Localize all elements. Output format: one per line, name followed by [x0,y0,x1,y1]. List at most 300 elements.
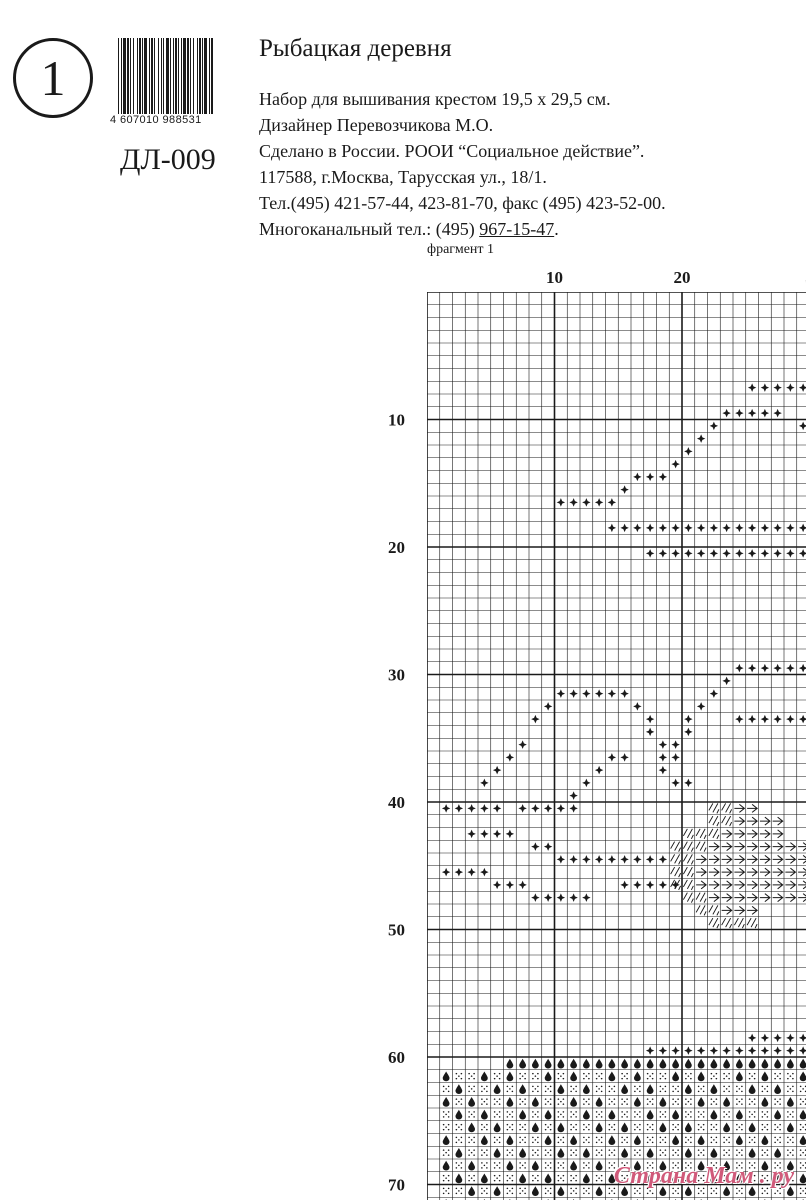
stitch-arr [760,855,770,863]
stitch-dot [672,1149,679,1156]
stitch-dia [748,1034,756,1042]
stitch-dia [633,855,641,863]
stitch-dia [786,1046,794,1054]
stitch-dot [494,1137,501,1144]
stitch-dot [672,1098,679,1105]
stitch-dia [773,549,781,557]
stitch-dia [659,473,667,481]
stitch-arr [734,804,744,812]
stitch-dia [748,664,756,672]
stitch-drop [800,1174,806,1184]
stitch-dia [722,549,730,557]
stitch-dot [800,1086,806,1093]
stitch-dot [558,1175,565,1182]
stitch-drop [710,1110,717,1120]
stitch-dia [493,830,501,838]
stitch-arr [709,843,719,851]
stitch-dia [748,549,756,557]
stitch-drop [621,1084,628,1094]
stitches [442,383,806,1200]
stitch-arr [798,894,806,902]
stitch-dot [570,1086,577,1093]
stitch-dot [596,1111,603,1118]
stitch-dia [799,1046,806,1054]
stitch-drop [545,1059,552,1069]
stitch-dot [698,1124,705,1131]
stitch-dot [634,1149,641,1156]
stitch-dia [773,383,781,391]
stitch-dia [582,779,590,787]
stitch-dot [468,1149,475,1156]
stitch-dia [646,715,654,723]
stitch-drop [761,1135,768,1145]
stitch-drop [455,1110,462,1120]
stitch-dot [609,1149,616,1156]
stitch-dia [684,524,692,532]
stitch-drop [685,1123,692,1133]
stitch-dia [786,664,794,672]
stitch-dia [684,779,692,787]
stitch-dia [735,715,743,723]
stitch-dia [557,498,565,506]
stitch-dot [736,1098,743,1105]
stitch-drop [672,1072,679,1082]
stitch-dot [519,1137,526,1144]
stitch-dot [545,1124,552,1131]
stitch-arr [734,868,744,876]
stitch-hat [709,816,719,826]
stitch-arr [709,894,719,902]
stitch-dia [620,524,628,532]
stitch-drop [583,1110,590,1120]
stitch-dot [519,1188,526,1195]
stitch-dia [748,715,756,723]
stitch-dot [800,1098,806,1105]
stitch-dia [799,524,806,532]
stitch-arr [734,855,744,863]
stitch-dia [646,549,654,557]
stitch-dot [800,1188,806,1195]
stitch-dia [697,434,705,442]
stitch-dia [595,689,603,697]
stitch-drop [608,1135,615,1145]
stitch-drop [710,1148,717,1158]
stitch-dot [711,1098,718,1105]
stitch-dot [749,1073,756,1080]
stitch-drop [455,1174,462,1184]
stitch-dot [456,1124,463,1131]
stitch-drop [532,1097,539,1107]
stitch-arr [785,843,795,851]
stitch-dia [671,1046,679,1054]
stitch-hat [696,829,706,839]
stitch-drop [761,1072,768,1082]
stitch-dot [507,1188,514,1195]
stitch-dot [723,1137,730,1144]
stitch-drop [583,1148,590,1158]
stitch-dia [761,664,769,672]
stitch-arr [734,830,744,838]
stitch-dia [773,664,781,672]
stitch-dot [685,1098,692,1105]
stitch-hat [671,842,681,852]
stitch-dot [762,1111,769,1118]
stitch-arr [722,830,732,838]
stitch-dia [544,804,552,812]
stitch-dia [735,524,743,532]
stitch-drop [443,1072,450,1082]
stitch-dia [544,893,552,901]
stitch-hat [696,842,706,852]
stitch-arr [734,817,744,825]
stitch-dot [660,1137,667,1144]
stitch-drop [443,1097,450,1107]
stitch-dot [456,1162,463,1169]
stitch-drop [557,1148,564,1158]
stitch-drop [468,1097,475,1107]
row-label: 50 [388,920,405,940]
stitch-dia [608,524,616,532]
stitch-dot [481,1098,488,1105]
stitch-drop [800,1072,806,1082]
col-label: 20 [673,268,691,287]
stitch-drop [659,1059,666,1069]
stitch-dia [493,804,501,812]
stitch-arr [798,843,806,851]
stitch-dia [480,779,488,787]
stitch-dia [722,1046,730,1054]
stitch-arr [760,868,770,876]
stitch-dot [647,1124,654,1131]
stitch-dot [609,1098,616,1105]
stitch-dot [507,1175,514,1182]
stitch-arr [798,855,806,863]
stitch-drop [596,1097,603,1107]
stitch-hat [683,842,693,852]
stitch-dot [494,1073,501,1080]
stitch-dia [608,855,616,863]
stitch-dot [443,1188,450,1195]
stitch-drop [519,1110,526,1120]
stitch-dia [684,728,692,736]
stitch-dot [545,1086,552,1093]
stitch-dia [633,881,641,889]
stitch-drop [570,1059,577,1069]
stitch-dia [786,1034,794,1042]
stitch-drop [481,1135,488,1145]
stitch-drop [787,1123,794,1133]
stitch-drop [481,1174,488,1184]
phone-suffix: . [554,219,559,239]
stitch-dot [507,1086,514,1093]
stitch-dia [646,728,654,736]
stitch-hat [671,854,681,864]
stitch-arr [709,855,719,863]
stitch-arr [760,881,770,889]
stitch-arr [785,855,795,863]
stitch-dot [609,1086,616,1093]
row-label: 10 [388,410,405,430]
stitch-dia [557,804,565,812]
stitch-arr [722,906,732,914]
stitch-arr [785,868,795,876]
stitch-hat [696,905,706,915]
stitch-hat [709,918,719,928]
stitch-drop [749,1084,756,1094]
stitch-dia [735,664,743,672]
stitch-dia [646,855,654,863]
stitch-drop [506,1059,513,1069]
stitch-dot [711,1124,718,1131]
stitch-arr [696,868,706,876]
stitch-drop [723,1059,730,1069]
stitch-dia [697,524,705,532]
stitch-dot [570,1149,577,1156]
stitch-dia [735,549,743,557]
stitch-drop [685,1059,692,1069]
stitch-dia [761,1034,769,1042]
stitch-drop [506,1135,513,1145]
stitch-drop [545,1110,552,1120]
stitch-dot [558,1098,565,1105]
stitch-dot [749,1111,756,1118]
stitch-drop [596,1123,603,1133]
stitch-dot [609,1124,616,1131]
stitch-drop [455,1148,462,1158]
stitch-dot [456,1137,463,1144]
stitch-dot [519,1073,526,1080]
stitch-drop [787,1059,794,1069]
stitch-hat [734,918,744,928]
stitch-dia [608,689,616,697]
stitch-drop [468,1161,475,1171]
stitch-drop [583,1174,590,1184]
stitch-dot [774,1137,781,1144]
stitch-dia [518,881,526,889]
stitch-drop [761,1059,768,1069]
stitch-dia [557,893,565,901]
col-label: 10 [546,268,563,287]
stitch-dot [723,1086,730,1093]
stitch-dia [608,753,616,761]
stitch-hat [722,816,732,826]
stitch-drop [608,1072,615,1082]
stitch-drop [710,1084,717,1094]
stitch-dia [671,460,679,468]
stitch-drop [685,1084,692,1094]
stitch-dot [507,1124,514,1131]
stitch-arr [785,894,795,902]
stitch-dia [710,1046,718,1054]
stitch-dot [736,1149,743,1156]
stitch-dia [569,855,577,863]
stitch-drop [494,1148,501,1158]
stitch-dot [723,1073,730,1080]
stitch-drop [698,1135,705,1145]
stitch-dia [506,753,514,761]
stitch-dia [671,740,679,748]
stitch-dia [620,881,628,889]
stitch-dia [442,868,450,876]
stitch-dot [711,1073,718,1080]
stitch-hat [722,918,732,928]
stitch-drop [506,1161,513,1171]
stitch-dia [582,855,590,863]
stitch-arr [760,894,770,902]
stitch-dot [800,1124,806,1131]
stitch-drop [736,1059,743,1069]
stitch-drop [494,1186,501,1196]
stitch-dot [774,1098,781,1105]
stitch-dia [722,524,730,532]
stitch-dia [697,1046,705,1054]
stitch-arr [760,817,770,825]
stitch-dia [659,855,667,863]
stitch-dot [558,1111,565,1118]
stitch-dia [633,524,641,532]
stitch-hat [709,803,719,813]
stitch-dia [569,893,577,901]
stitch-dot [647,1098,654,1105]
stitch-drop [557,1186,564,1196]
stitch-dia [786,383,794,391]
stitch-dia [671,524,679,532]
stitch-drop [672,1110,679,1120]
stitch-drop [557,1123,564,1133]
stitch-dot [621,1098,628,1105]
stitch-dot [736,1124,743,1131]
stitch-drop [494,1084,501,1094]
stitch-dot [532,1111,539,1118]
stitch-arr [709,881,719,889]
stitch-dot [545,1162,552,1169]
stitch-drop [698,1097,705,1107]
stitch-dia [569,689,577,697]
stitch-dot [596,1137,603,1144]
stitch-drop [723,1123,730,1133]
watermark: Страна Мам . ру [613,1163,794,1189]
stitch-dia [493,881,501,889]
sheet-number: 1 [13,38,93,118]
stitch-dot [583,1124,590,1131]
stitch-dot [545,1098,552,1105]
stitch-dot [456,1188,463,1195]
stitch-arr [773,843,783,851]
stitch-hat [683,854,693,864]
stitch-dot [443,1149,450,1156]
stitch-drop [468,1186,475,1196]
stitch-arr [773,830,783,838]
stitch-dot [736,1086,743,1093]
stitch-dia [671,549,679,557]
stitch-drop [749,1123,756,1133]
stitch-dia [773,524,781,532]
row-label: 60 [388,1048,405,1067]
stitch-drop [608,1110,615,1120]
product-code: ДЛ-009 [120,143,216,176]
info-line: 117588, г.Москва, Тарусская ул., 18/1. [259,167,547,187]
stitch-dot [660,1149,667,1156]
stitch-drop [532,1059,539,1069]
stitch-drop [672,1135,679,1145]
stitch-dot [532,1149,539,1156]
stitch-dot [481,1086,488,1093]
stitch-dia [480,804,488,812]
stitch-dia [518,740,526,748]
stitch-dot [787,1149,794,1156]
stitch-dia [773,715,781,723]
barcode-number: 4 607010 988531 [110,114,202,126]
stitch-arr [747,817,757,825]
stitch-drop [634,1059,641,1069]
stitch-dia [799,549,806,557]
stitch-drop [736,1135,743,1145]
stitch-hat [683,880,693,890]
stitch-dot [800,1149,806,1156]
stitch-dot [774,1073,781,1080]
stitch-drop [557,1084,564,1094]
stitch-dia [506,830,514,838]
stitch-dia [544,842,552,850]
stitch-dot [634,1124,641,1131]
stitch-dot [468,1175,475,1182]
stitch-drop [481,1072,488,1082]
stitch-dot [787,1073,794,1080]
stitch-drop [519,1174,526,1184]
stitch-dia [697,549,705,557]
stitch-drop [774,1084,781,1094]
stitch-arr [747,881,757,889]
stitch-dia [620,689,628,697]
stitch-dia [569,791,577,799]
stitch-dot [723,1111,730,1118]
phone-label: Многоканальный тел.: (495) [259,219,480,239]
stitch-dia [671,753,679,761]
stitch-arr [798,868,806,876]
stitch-dia [761,715,769,723]
stitch-drop [532,1161,539,1171]
stitch-drop [519,1059,526,1069]
stitch-dot [583,1188,590,1195]
stitch-dot [481,1162,488,1169]
stitch-dot [443,1111,450,1118]
stitch-dia [557,855,565,863]
stitch-dia [506,881,514,889]
stitch-dot [443,1086,450,1093]
stitch-dia [442,804,450,812]
stitch-dot [558,1073,565,1080]
stitch-dot [723,1149,730,1156]
stitch-dia [722,409,730,417]
stitch-drop [481,1110,488,1120]
stitch-drop [698,1059,705,1069]
stitch-dot [762,1124,769,1131]
stitch-dia [518,804,526,812]
stitch-drop [647,1084,654,1094]
stitch-hat [683,893,693,903]
stitch-dia [659,753,667,761]
stitch-dot [762,1149,769,1156]
stitch-dia [646,881,654,889]
stitch-drop [583,1084,590,1094]
stitch-drop [570,1072,577,1082]
stitch-arr [760,830,770,838]
stitch-arr [696,881,706,889]
stitch-arr [773,881,783,889]
info-line: Тел.(495) 421-57-44, 423-81-70, факс (495) 423-52-00. [259,193,666,213]
stitch-drop [545,1174,552,1184]
stitch-dia [582,498,590,506]
